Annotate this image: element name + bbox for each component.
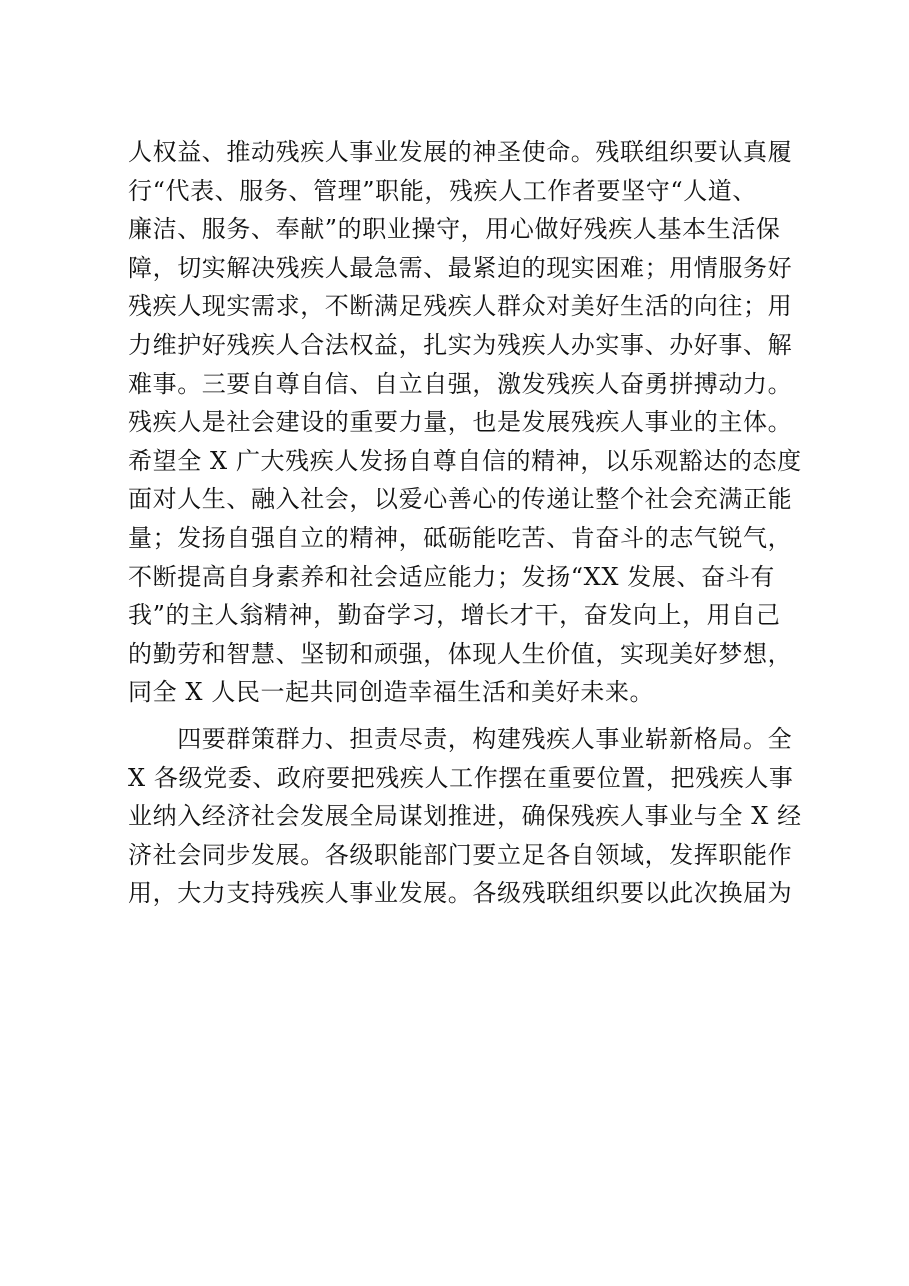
text-line: 人权益、推动残疾人事业发展的神圣使命。残联组织要认真履	[128, 138, 793, 166]
text-line: 同全 X 人民一起共同创造幸福生活和美好未来。	[128, 678, 655, 707]
text-line: 残疾人现实需求，不断满足残疾人群众对美好生活的向往；用	[128, 292, 793, 321]
text-line: 量；发扬自强自立的精神，砥砺能吃苦、肯奋斗的志气锐气，	[128, 523, 793, 552]
text-line: 的勤劳和智慧、坚韧和顽强，体现人生价值，实现美好梦想，	[128, 639, 793, 668]
text-line: 残疾人是社会建设的重要力量，也是发展残疾人事业的主体。	[128, 408, 793, 437]
text-line: 用，大力支持残疾人事业发展。各级残联组织要以此次换届为	[128, 879, 793, 908]
text-line: X 各级党委、政府要把残疾人工作摆在重要位置，把残疾人事	[128, 763, 794, 792]
paragraph-gap	[128, 712, 788, 720]
text-line: 难事。三要自尊自信、自立自强，激发残疾人奋勇拼搏动力。	[128, 369, 793, 398]
text-line: 济社会同步发展。各级职能部门要立足各自领域，发挥职能作	[128, 840, 793, 869]
document-body	[128, 133, 802, 913]
text-line: 我”的主人翁精神，勤奋学习，增长才干，奋发向上，用自己	[128, 601, 781, 630]
text-line: 面对人生、融入社会，以爱心善心的传递让整个社会充满正能	[128, 485, 793, 514]
text-line: 廉洁、服务、奉献”的职业操守，用心做好残疾人基本生活保	[128, 215, 781, 244]
text-line: 希望全 X 广大残疾人发扬自尊自信的精神，以乐观豁达的态度	[128, 446, 802, 475]
text-line: 四要群策群力、担责尽责，构建残疾人事业崭新格局。全	[128, 724, 793, 753]
text-line: 业纳入经济社会发展全局谋划推进，确保残疾人事业与全 X 经	[128, 802, 802, 831]
text-line: 力维护好残疾人合法权益，扎实为残疾人办实事、办好事、解	[128, 330, 793, 359]
text-line: 障，切实解决残疾人最急需、最紧迫的现实困难；用情服务好	[128, 253, 793, 282]
text-line: 不断提高自身素养和社会适应能力；发扬“XX 发展、奋斗有	[128, 562, 775, 591]
text-line: 行“代表、服务、管理”职能，残疾人工作者要坚守“人道、	[128, 176, 758, 205]
